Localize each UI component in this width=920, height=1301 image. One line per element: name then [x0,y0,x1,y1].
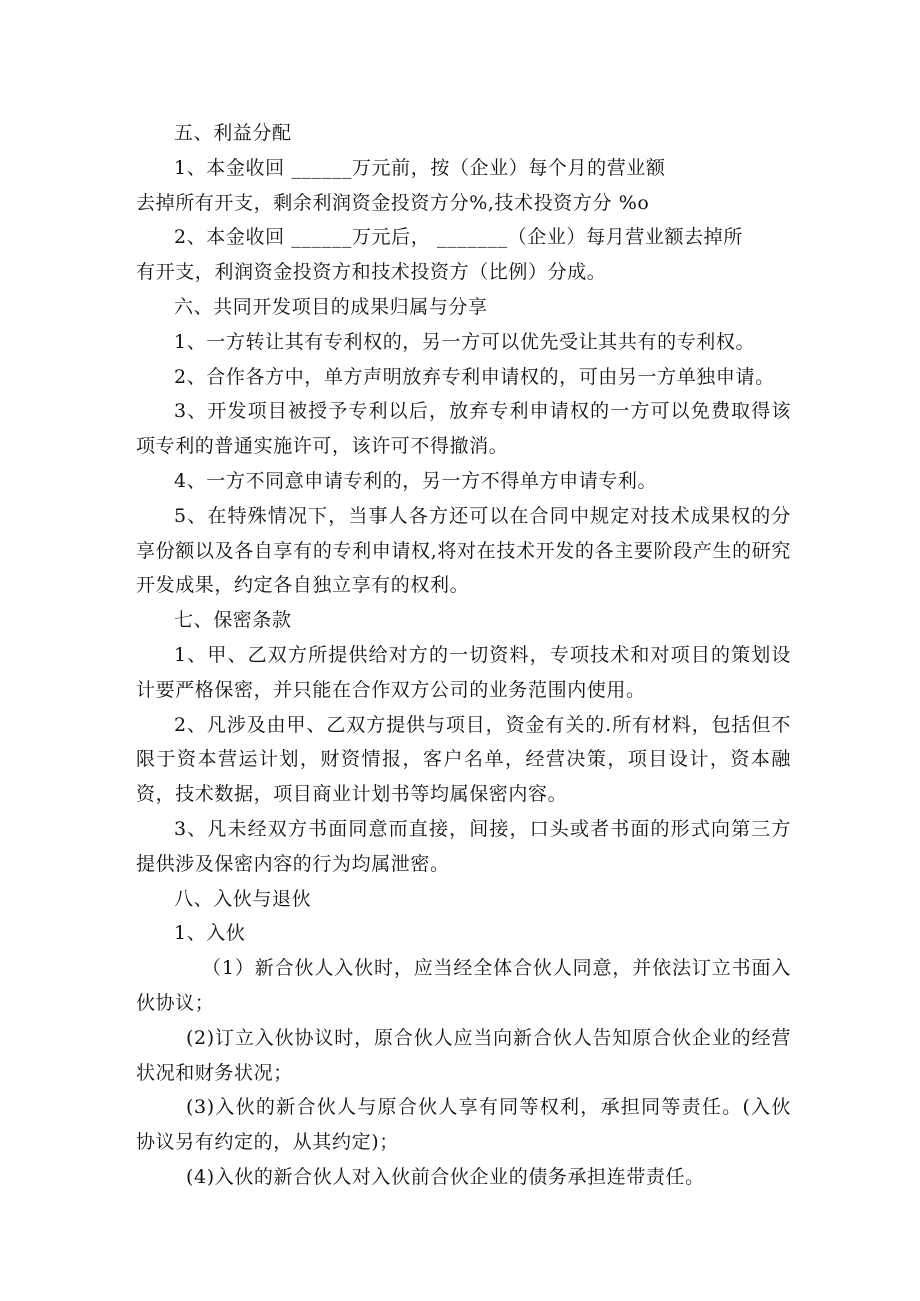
section-heading-results: 六、共同开发项目的成果归属与分享 [174,295,488,318]
paragraph-results-5: 5、在特殊情况下，当事人各方还可以在合同中规定对技术成果权的分享份额以及各自享有的专利申请权,将对在技术开发的各主要阶段产生的研究开发成果，约定各自独立享有的权利。 [136,504,791,597]
paragraph-results-3: 3、开发项目被授予专利以后，放弃专利申请权的一方可以免费取得该项专利的普通实施许可，该许可不得撤消。 [136,400,791,458]
paragraph-profit-2: 2、本金收回 ______万元后， _______（企业）每月营业额去掉所 [174,226,743,249]
paragraph-admission-3: (3)入伙的新合伙人与原合伙人享有同等权利，承担同等责任。(入伙协议另有约定的，从其约定)； [136,1096,791,1154]
paragraph-results-2: 2、合作各方中，单方声明放弃专利申请权的，可由另一方单独申请。 [174,365,775,388]
paragraph-profit-1: 1、本金收回 ______万元前，按（企业）每个月的营业额 [174,156,666,179]
paragraph-confidentiality-3: 3、凡未经双方书面同意而直接，间接，口头或者书面的形式向第三方提供涉及保密内容的行为均属泄密。 [136,817,791,875]
paragraph-confidentiality-2: 2、凡涉及由甲、乙双方提供与项目，资金有关的.所有材料，包括但不限于资本营运计划，财资情报，客户名单，经营决策，项目设计，资本融资，技术数据，项目商业计划书等均属保密内容。 [136,713,791,806]
paragraph-confidentiality-1: 1、甲、乙双方所提供给对方的一切资料，专项技术和对项目的策划设计要严格保密，并只能在合作双方公司的业务范围内使用。 [136,643,791,701]
paragraph-results-4: 4、一方不同意申请专利的，另一方不得单方申请专利。 [174,469,658,492]
section-heading-partnership: 八、入伙与退伙 [174,887,312,910]
paragraph-admission-4: (4)入伙的新合伙人对入伙前合伙企业的债务承担连带责任。 [186,1165,705,1188]
subheading-admission: 1、入伙 [174,922,246,945]
section-heading-profit: 五、利益分配 [174,122,292,144]
paragraph-admission-2: (2)订立入伙协议时，原合伙人应当向新合伙人告知原合伙企业的经营状况和财务状况； [136,1026,791,1084]
paragraph-profit-1-cont: 去掉所有开支，剩余利润资金投资方分%,技术投资方分 %o [136,191,650,214]
paragraph-results-1: 1、一方转让其有专利权的，另一方可以优先受让其共有的专利权。 [174,330,756,353]
section-heading-confidentiality: 七、保密条款 [174,609,292,632]
paragraph-admission-1: （1）新合伙人入伙时，应当经全体合伙人同意，并依法订立书面入伙协议； [136,957,791,1014]
document-page [136,116,791,1195]
paragraph-profit-2-cont: 有开支，利润资金投资方和技术投资方（比例）分成。 [136,261,607,284]
